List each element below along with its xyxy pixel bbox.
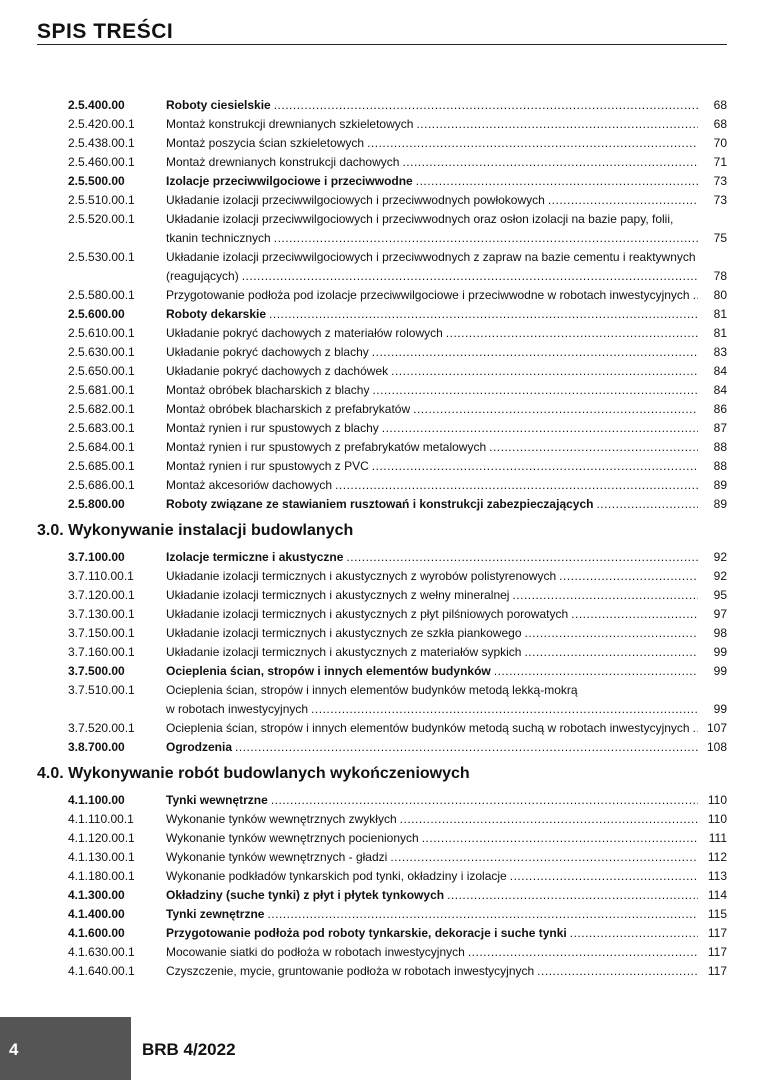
toc-entry-title bbox=[166, 810, 698, 829]
toc-entry[interactable] bbox=[0, 624, 764, 643]
toc-entry-page: 99 bbox=[713, 645, 727, 659]
toc-entry[interactable] bbox=[0, 305, 764, 324]
toc-entry-code: 4.1.130.00.1 bbox=[68, 850, 135, 864]
toc-entry[interactable] bbox=[0, 548, 764, 567]
toc-entry[interactable] bbox=[0, 134, 764, 153]
toc-entry-title-text: Układanie pokryć dachowych z materiałów rolowych bbox=[166, 326, 446, 340]
toc-entry-code: 3.7.150.00.1 bbox=[68, 626, 135, 640]
toc-entry-title bbox=[166, 305, 698, 324]
toc-entry-page: 83 bbox=[713, 345, 727, 359]
toc-entry-page: 87 bbox=[713, 421, 727, 435]
toc-entry-title bbox=[166, 586, 698, 605]
page-title: SPIS TREŚCI bbox=[37, 20, 174, 43]
toc-entry-title-text: Montaż obróbek blacharskich z blachy bbox=[166, 383, 372, 397]
toc-entry[interactable] bbox=[0, 791, 764, 810]
toc-entry-code: 2.5.530.00.1 bbox=[68, 250, 135, 264]
toc-entry-title-text: Układanie izolacji przeciwwilgociowych i przeciwwodnych powłokowych bbox=[166, 193, 548, 207]
toc-entry-title-continued bbox=[166, 229, 698, 248]
toc-entry-page: 92 bbox=[713, 550, 727, 564]
toc-entry[interactable] bbox=[0, 153, 764, 172]
section-heading-row bbox=[0, 514, 764, 548]
toc-entry-title bbox=[166, 362, 698, 381]
toc-entry-title bbox=[166, 738, 698, 757]
toc-entry-title-text: Ogrodzenia bbox=[166, 740, 235, 754]
toc-entry-page: 73 bbox=[713, 174, 727, 188]
toc-entry-page: 78 bbox=[713, 269, 727, 283]
toc-entry-code: 4.1.110.00.1 bbox=[68, 812, 134, 826]
toc-entry-title-text: Układanie izolacji termicznych i akustycznych z wełny mineralnej bbox=[166, 588, 512, 602]
toc-entry[interactable] bbox=[0, 495, 764, 514]
toc-entry-code: 2.5.500.00 bbox=[68, 174, 125, 188]
toc-entry-title-text: Montaż rynien i rur spustowych z blachy bbox=[166, 421, 382, 435]
toc-entry-page: 107 bbox=[706, 721, 727, 735]
toc-entry[interactable] bbox=[0, 362, 764, 381]
toc-entry-page: 117 bbox=[707, 926, 727, 940]
toc-entry-code: 4.1.640.00.1 bbox=[68, 964, 135, 978]
toc-entry-code: 3.7.130.00.1 bbox=[68, 607, 135, 621]
toc-entry[interactable] bbox=[0, 172, 764, 191]
toc-entry-title bbox=[166, 96, 698, 115]
toc-entry[interactable] bbox=[0, 738, 764, 757]
toc-entry-title-text: Montaż konstrukcji drewnianych szkieletowych bbox=[166, 117, 416, 131]
toc-entry-code: 2.5.683.00.1 bbox=[68, 421, 135, 435]
toc-entry-title bbox=[166, 962, 698, 981]
toc-entry-page: 99 bbox=[713, 702, 727, 716]
toc-entry-code: 2.5.600.00 bbox=[68, 307, 125, 321]
toc-entry[interactable] bbox=[0, 905, 764, 924]
toc-entry-title-text: Izolacje przeciwwilgociowe i przeciwwodne bbox=[166, 174, 416, 188]
toc-entry-code: 2.5.686.00.1 bbox=[68, 478, 135, 492]
section-heading: 4.0. Wykonywanie robót budowlanych wykończeniowych bbox=[37, 765, 470, 782]
toc-entry-title bbox=[166, 324, 698, 343]
toc-entry[interactable] bbox=[0, 115, 764, 134]
toc-entry-code: 2.5.650.00.1 bbox=[68, 364, 135, 378]
toc-entry-title-text: Montaż akcesoriów dachowych bbox=[166, 478, 335, 492]
toc-entry[interactable] bbox=[0, 848, 764, 867]
toc-entry-page: 70 bbox=[713, 136, 727, 150]
toc-entry-title bbox=[166, 172, 698, 191]
toc-entry[interactable] bbox=[0, 867, 764, 886]
toc-entry-title-text: Montaż drewnianych konstrukcji dachowych bbox=[166, 155, 402, 169]
toc-entry-code: 4.1.300.00 bbox=[68, 888, 125, 902]
toc-entry-code: 2.5.580.00.1 bbox=[68, 288, 135, 302]
footer-publication: BRB 4/2022 bbox=[142, 1040, 236, 1059]
toc-entry-code: 4.1.100.00 bbox=[68, 793, 125, 807]
toc-entry-code: 2.5.520.00.1 bbox=[68, 212, 135, 226]
toc-entry-title-text: Wykonanie tynków wewnętrznych zwykłych bbox=[166, 812, 400, 826]
toc-entry-title bbox=[166, 381, 698, 400]
toc-entry-title-text: Mocowanie siatki do podłoża w robotach inwestycyjnych bbox=[166, 945, 468, 959]
toc-entry-code: 3.7.510.00.1 bbox=[68, 683, 135, 697]
toc-entry[interactable] bbox=[0, 381, 764, 400]
toc-entry-code: 2.5.681.00.1 bbox=[68, 383, 135, 397]
toc-entry-title-text: Wykonanie podkładów tynkarskich pod tynki, okładziny i izolacje bbox=[166, 869, 510, 883]
toc-entry-title bbox=[166, 248, 698, 267]
toc-entry-title bbox=[166, 719, 698, 738]
toc-entry-title-continued-text: tkanin technicznych bbox=[166, 231, 274, 245]
toc-entry-page: 86 bbox=[713, 402, 727, 416]
toc-entry-code: 2.5.800.00 bbox=[68, 497, 125, 511]
toc-entry-title bbox=[166, 681, 698, 700]
toc-entry-title-continued bbox=[166, 267, 698, 286]
toc-entry-title bbox=[166, 791, 698, 810]
toc-entry-title-text: Czyszczenie, mycie, gruntowanie podłoża w robotach inwestycyjnych bbox=[166, 964, 537, 978]
toc-entry-code: 3.7.120.00.1 bbox=[68, 588, 135, 602]
toc-entry[interactable] bbox=[0, 343, 764, 362]
toc-entry-title bbox=[166, 438, 698, 457]
toc-entry-page: 73 bbox=[713, 193, 727, 207]
toc-entry[interactable] bbox=[0, 962, 764, 981]
toc-entry-page: 68 bbox=[713, 117, 727, 131]
toc-entry-title-text: Montaż rynien i rur spustowych z PVC bbox=[166, 459, 372, 473]
toc-entry-title bbox=[166, 624, 698, 643]
toc-entry-title-continued-text: w robotach inwestycyjnych bbox=[166, 702, 311, 716]
toc-entry-title-text: Ocieplenia ścian, stropów i innych elementów budynków metodą lekką-mokrą bbox=[166, 683, 581, 697]
toc-entry-title-text: Układanie izolacji termicznych i akustycznych ze szkła piankowego bbox=[166, 626, 525, 640]
toc-entry-title-text: Przygotowanie podłoża pod izolacje przeciwwilgociowe i przeciwwodne w robotach inwestycyjnych bbox=[166, 288, 693, 302]
toc-entry-page: 99 bbox=[713, 664, 727, 678]
toc-entry-code: 2.5.438.00.1 bbox=[68, 136, 135, 150]
toc-entry-title bbox=[166, 829, 698, 848]
toc-entry-page: 71 bbox=[713, 155, 727, 169]
toc-entry-title bbox=[166, 115, 698, 134]
section-heading-row bbox=[0, 757, 764, 791]
toc-entry[interactable] bbox=[0, 248, 764, 286]
toc-entry-page: 88 bbox=[713, 459, 727, 473]
toc-entry-page: 81 bbox=[713, 307, 727, 321]
toc-entry-title bbox=[166, 848, 698, 867]
toc-entry-code: 2.5.460.00.1 bbox=[68, 155, 135, 169]
toc-entry-code: 3.7.100.00 bbox=[68, 550, 125, 564]
toc-entry-title bbox=[166, 419, 698, 438]
toc-entry-title bbox=[166, 905, 698, 924]
toc-entry[interactable] bbox=[0, 324, 764, 343]
toc-entry[interactable] bbox=[0, 586, 764, 605]
toc-entry-title-text: Wykonanie tynków wewnętrznych pocienionych bbox=[166, 831, 422, 845]
toc-entry-title-text: Układanie izolacji termicznych i akustycznych z wyrobów polistyrenowych bbox=[166, 569, 559, 583]
toc-entry-page: 112 bbox=[707, 850, 727, 864]
toc-entry-title-text: Przygotowanie podłoża pod roboty tynkarskie, dekoracje i suche tynki bbox=[166, 926, 570, 940]
toc-entry-code: 2.5.420.00.1 bbox=[68, 117, 135, 131]
footer-page-number: 4 bbox=[9, 1040, 19, 1059]
toc-entry-title bbox=[166, 886, 698, 905]
toc-entry-title-text: Ocieplenia ścian, stropów i innych elementów budynków bbox=[166, 664, 494, 678]
toc-entry-title bbox=[166, 867, 698, 886]
toc-entry-code: 2.5.682.00.1 bbox=[68, 402, 135, 416]
toc-entry-title-text: Układanie pokryć dachowych z blachy bbox=[166, 345, 372, 359]
toc-entry-page: 108 bbox=[706, 740, 727, 754]
toc-entry-code: 3.7.520.00.1 bbox=[68, 721, 135, 735]
toc-entry-code: 3.7.160.00.1 bbox=[68, 645, 135, 659]
toc-entry[interactable] bbox=[0, 419, 764, 438]
toc-entry[interactable] bbox=[0, 286, 764, 305]
toc-entry-code: 2.5.510.00.1 bbox=[68, 193, 135, 207]
toc-entry-code: 4.1.120.00.1 bbox=[68, 831, 135, 845]
toc-entry-title bbox=[166, 567, 698, 586]
table-of-contents bbox=[0, 96, 764, 981]
toc-entry-title-text: Okładziny (suche tynki) z płyt i płytek tynkowych bbox=[166, 888, 447, 902]
toc-entry-page: 89 bbox=[713, 478, 727, 492]
toc-entry-code: 3.8.700.00 bbox=[68, 740, 125, 754]
toc-entry-title-text: Roboty związane ze stawianiem rusztowań i konstrukcji zabezpieczających bbox=[166, 497, 596, 511]
toc-entry[interactable] bbox=[0, 438, 764, 457]
toc-entry-title-text: Układanie izolacji termicznych i akustycznych z płyt pilśniowych porowatych bbox=[166, 607, 571, 621]
toc-entry-code: 2.5.684.00.1 bbox=[68, 440, 135, 454]
toc-entry[interactable] bbox=[0, 476, 764, 495]
toc-entry-page: 98 bbox=[713, 626, 727, 640]
toc-entry-code: 2.5.630.00.1 bbox=[68, 345, 135, 359]
toc-entry[interactable] bbox=[0, 605, 764, 624]
toc-entry-title-text: Tynki wewnętrzne bbox=[166, 793, 271, 807]
toc-entry-title bbox=[166, 548, 698, 567]
toc-entry-title-continued-text: (reagujących) bbox=[166, 269, 242, 283]
toc-entry-title-text: Układanie izolacji przeciwwilgociowych i przeciwwodnych z zapraw na bazie cementu i reaktywnych bbox=[166, 250, 699, 264]
toc-entry[interactable] bbox=[0, 810, 764, 829]
toc-entry[interactable] bbox=[0, 191, 764, 210]
toc-entry-page: 75 bbox=[713, 231, 727, 245]
toc-entry-title bbox=[166, 400, 698, 419]
toc-entry-code: 2.5.400.00 bbox=[68, 98, 125, 112]
toc-entry-title-continued bbox=[166, 700, 698, 719]
toc-entry-title bbox=[166, 643, 698, 662]
toc-entry-page: 95 bbox=[713, 588, 727, 602]
toc-entry-title bbox=[166, 495, 698, 514]
toc-entry-page: 111 bbox=[708, 831, 727, 845]
footer-page-box bbox=[0, 1017, 131, 1080]
toc-entry-title bbox=[166, 924, 698, 943]
toc-entry-page: 84 bbox=[713, 364, 727, 378]
toc-entry-page: 68 bbox=[713, 98, 727, 112]
toc-entry-title-text: Izolacje termiczne i akustyczne bbox=[166, 550, 346, 564]
toc-entry[interactable] bbox=[0, 829, 764, 848]
toc-entry-title bbox=[166, 343, 698, 362]
toc-entry-title bbox=[166, 134, 698, 153]
section-heading: 3.0. Wykonywanie instalacji budowlanych bbox=[37, 522, 354, 539]
toc-entry-code: 2.5.610.00.1 bbox=[68, 326, 135, 340]
toc-entry-page: 88 bbox=[713, 440, 727, 454]
toc-entry[interactable] bbox=[0, 457, 764, 476]
toc-entry-title-text: Układanie izolacji termicznych i akustycznych z materiałów sypkich bbox=[166, 645, 524, 659]
toc-entry-title-text: Tynki zewnętrzne bbox=[166, 907, 267, 921]
toc-entry-page: 97 bbox=[713, 607, 727, 621]
toc-entry-title-text: Roboty ciesielskie bbox=[166, 98, 274, 112]
toc-entry-page: 114 bbox=[707, 888, 727, 902]
toc-entry-title-text: Roboty dekarskie bbox=[166, 307, 269, 321]
toc-entry-title-text: Wykonanie tynków wewnętrznych - gładzi bbox=[166, 850, 390, 864]
title-rule bbox=[37, 44, 727, 45]
toc-entry[interactable] bbox=[0, 886, 764, 905]
toc-entry[interactable] bbox=[0, 924, 764, 943]
toc-entry-title bbox=[166, 605, 698, 624]
toc-entry-page: 92 bbox=[713, 569, 727, 583]
toc-entry-title-text: Układanie pokryć dachowych z dachówek bbox=[166, 364, 391, 378]
toc-entry[interactable] bbox=[0, 96, 764, 115]
toc-entry-page: 113 bbox=[707, 869, 727, 883]
toc-entry-title-text: Montaż rynien i rur spustowych z prefabrykatów metalowych bbox=[166, 440, 489, 454]
toc-entry-code: 3.7.500.00 bbox=[68, 664, 125, 678]
toc-entry-page: 110 bbox=[707, 793, 727, 807]
toc-entry[interactable] bbox=[0, 643, 764, 662]
toc-entry[interactable] bbox=[0, 943, 764, 962]
toc-entry[interactable] bbox=[0, 210, 764, 248]
toc-entry-title bbox=[166, 662, 698, 681]
toc-entry-title bbox=[166, 210, 698, 229]
toc-entry-title bbox=[166, 286, 698, 305]
toc-entry-code: 3.7.110.00.1 bbox=[68, 569, 134, 583]
toc-entry-code: 4.1.400.00 bbox=[68, 907, 125, 921]
toc-entry[interactable] bbox=[0, 662, 764, 681]
toc-entry-code: 4.1.630.00.1 bbox=[68, 945, 135, 959]
toc-entry[interactable] bbox=[0, 681, 764, 719]
toc-entry-title bbox=[166, 153, 698, 172]
toc-entry[interactable] bbox=[0, 567, 764, 586]
toc-entry-page: 81 bbox=[713, 326, 727, 340]
toc-entry-page: 117 bbox=[707, 945, 727, 959]
toc-entry-page: 110 bbox=[707, 812, 727, 826]
toc-entry-code: 4.1.600.00 bbox=[68, 926, 125, 940]
toc-entry-title bbox=[166, 943, 698, 962]
toc-entry-title-text: Montaż obróbek blacharskich z prefabrykatów bbox=[166, 402, 413, 416]
toc-entry-page: 115 bbox=[707, 907, 727, 921]
toc-entry-page: 80 bbox=[713, 288, 727, 302]
toc-entry-title bbox=[166, 191, 698, 210]
toc-entry[interactable] bbox=[0, 400, 764, 419]
toc-entry[interactable] bbox=[0, 719, 764, 738]
toc-entry-title-text: Układanie izolacji przeciwwilgociowych i przeciwwodnych oraz osłon izolacji na bazie papy, folii, bbox=[166, 212, 676, 226]
toc-entry-title-text: Ocieplenia ścian, stropów i innych elementów budynków metodą suchą w robotach inwestycyjnych bbox=[166, 721, 693, 735]
toc-entry-code: 4.1.180.00.1 bbox=[68, 869, 135, 883]
toc-entry-page: 84 bbox=[713, 383, 727, 397]
toc-entry-code: 2.5.685.00.1 bbox=[68, 459, 135, 473]
toc-entry-page: 89 bbox=[713, 497, 727, 511]
toc-entry-page: 117 bbox=[707, 964, 727, 978]
toc-entry-title-text: Montaż poszycia ścian szkieletowych bbox=[166, 136, 367, 150]
toc-entry-title bbox=[166, 476, 698, 495]
toc-entry-title bbox=[166, 457, 698, 476]
